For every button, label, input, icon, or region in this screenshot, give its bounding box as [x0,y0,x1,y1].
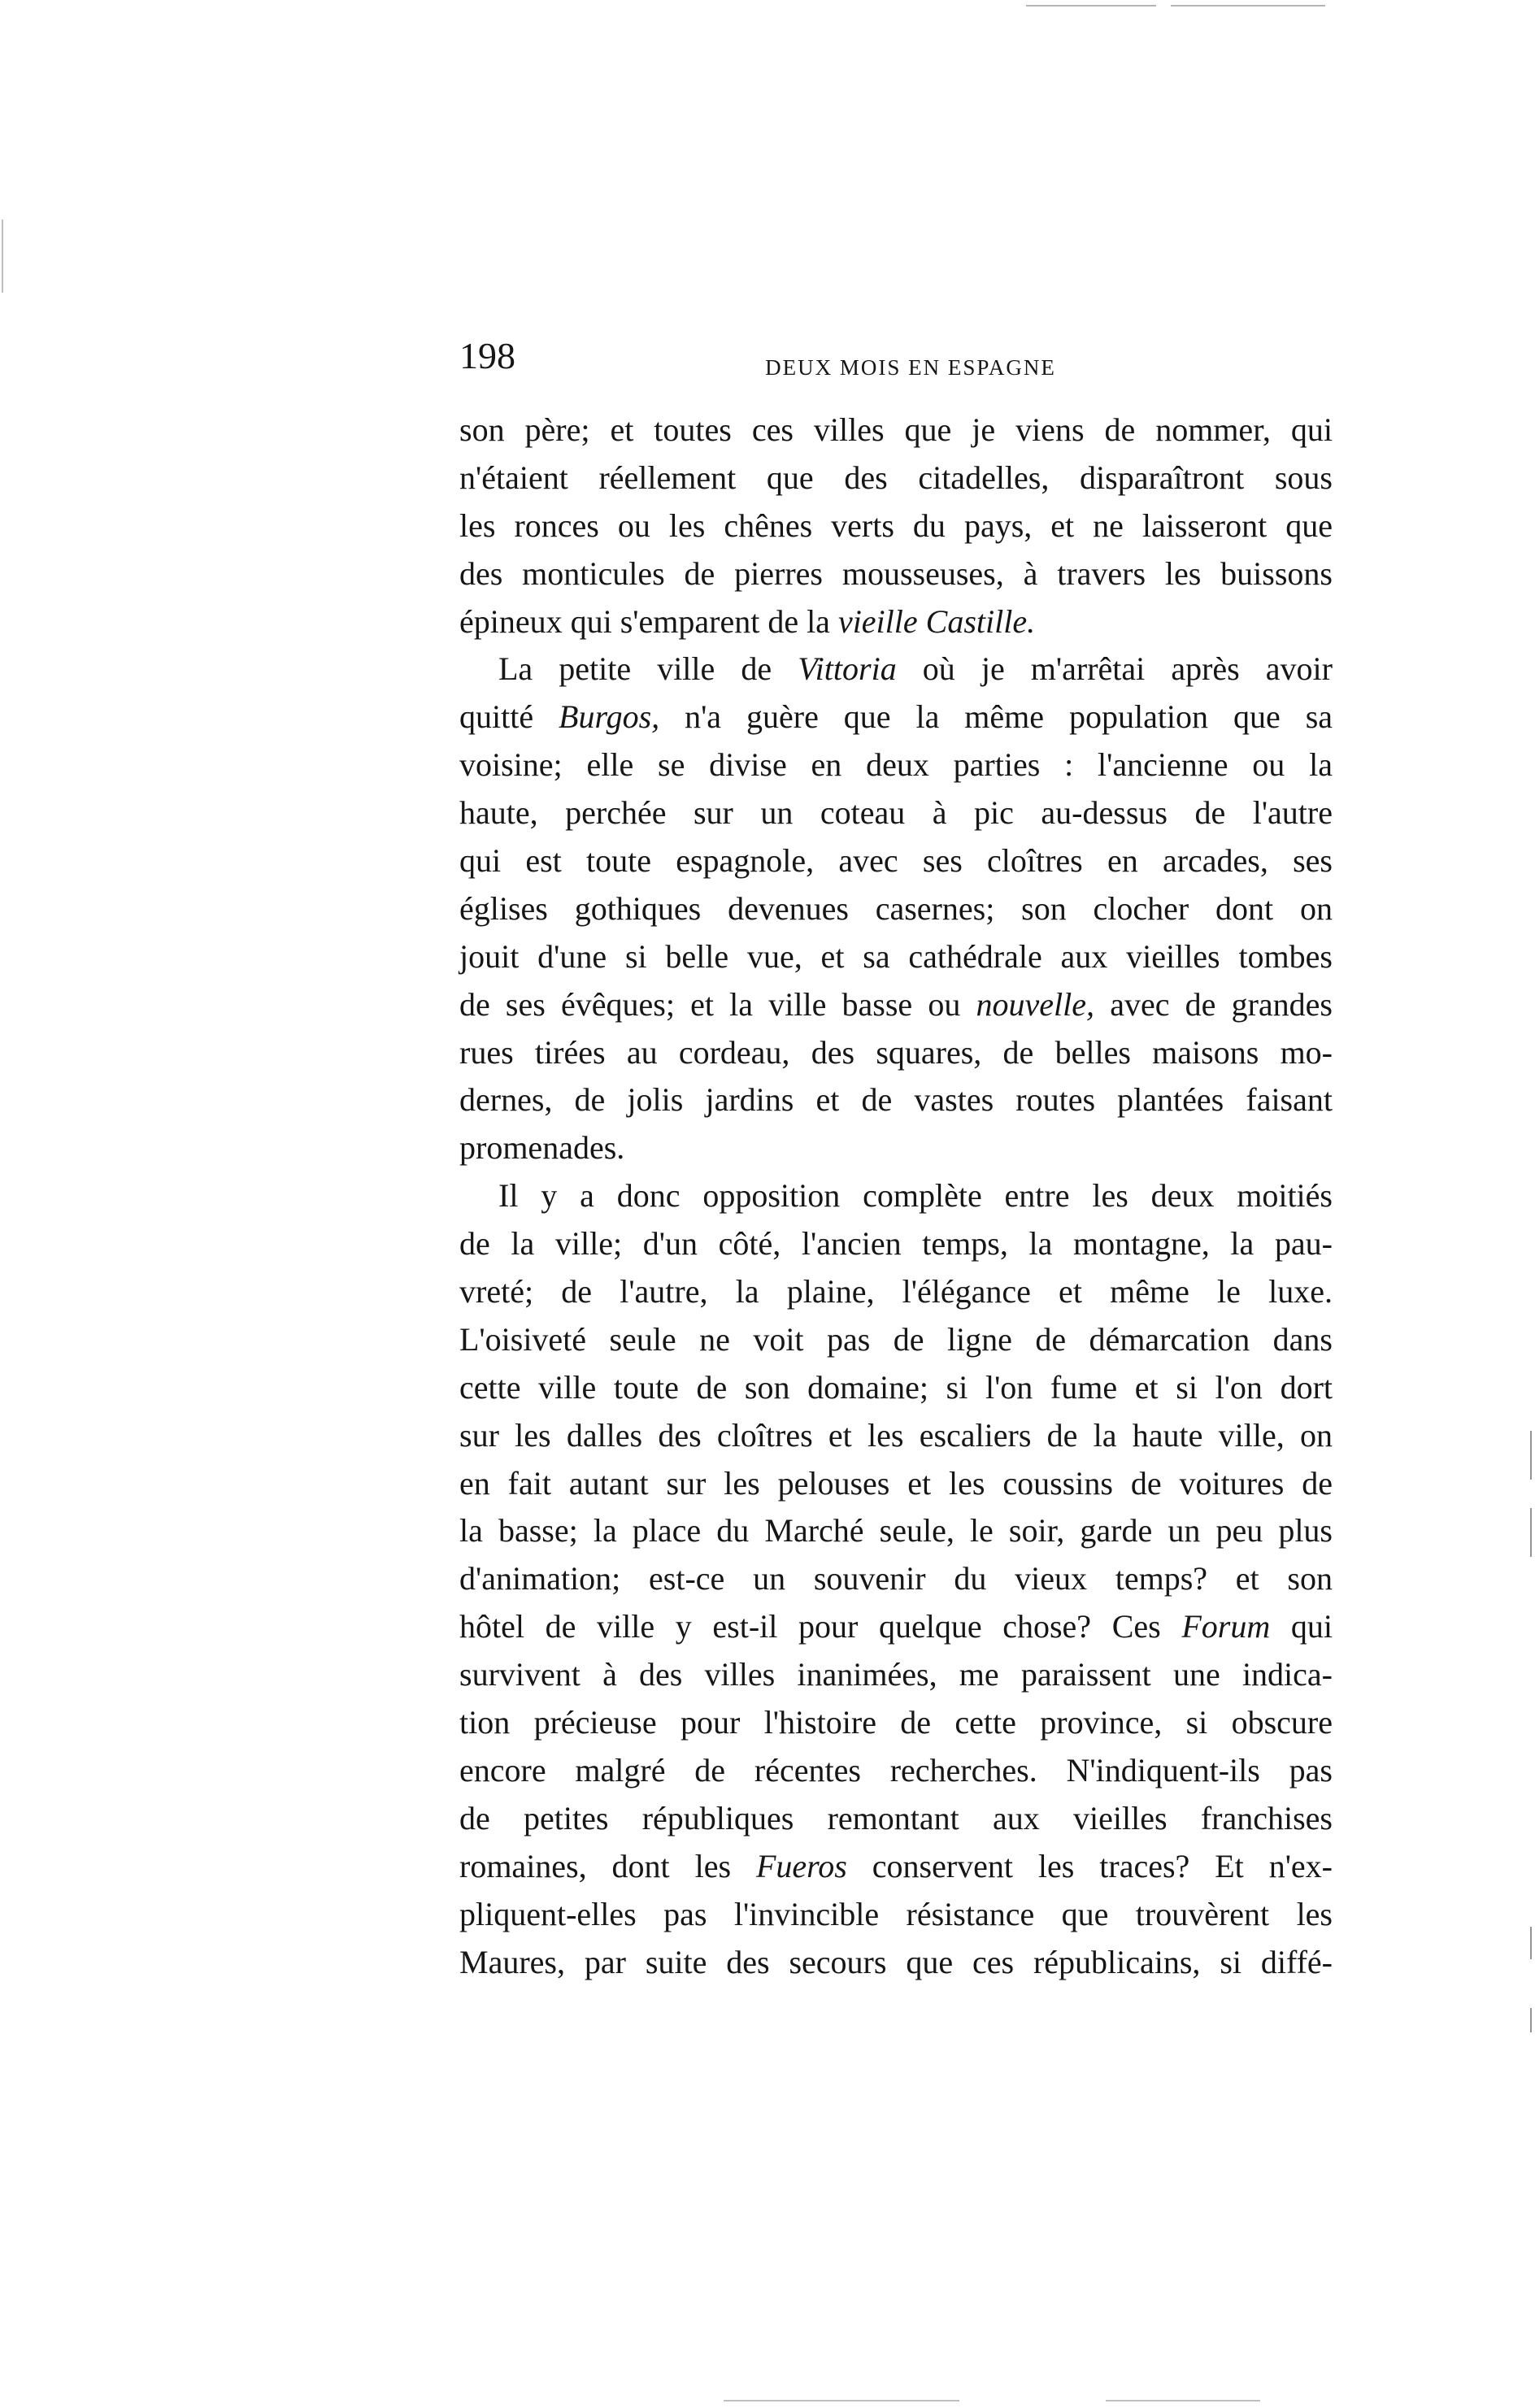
text-line: rues tirées au cordeau, des squares, de belles maisons mo- [459,1033,1333,1071]
scan-edge-mark [1106,2400,1260,2401]
running-head: DEUX MOIS EN ESPAGNE [765,355,1056,380]
text-line: tion précieuse pour l'histoire de cette province, si obscure [459,1704,1333,1741]
page-number: 198 [459,335,515,376]
text-line: promenades. [459,1129,625,1167]
text-line: églises gothiques devenues casernes; son clocher dont on [459,889,1333,927]
text-line [459,981,1333,1029]
text-run: avec de grandes [1094,985,1333,1023]
text-line: de la ville; d'un côté, l'ancien temps, la montagne, la pau- [459,1225,1333,1263]
text-line: les ronces ou les chênes verts du pays, et ne laisseront que [459,506,1333,544]
text-run: conservent les traces? Et n'ex- [846,1847,1333,1884]
text-line [459,598,1333,646]
scan-edge-mark [1530,1431,1532,1480]
text-line [459,1843,1333,1891]
text-line: survivent à des villes inanimées, me paraissent une indica- [459,1656,1333,1693]
italic-run: Burgos, [559,698,660,736]
italic-run: Forum [1181,1608,1271,1645]
italic-run: Vittoria [798,650,897,688]
scan-edge-mark [1171,5,1325,7]
text-line: son père; et toutes ces villes que je viens de nommer, qui [459,411,1333,448]
text-line: en fait autant sur les pelouses et les coussins de voitures de [459,1464,1333,1502]
scan-edge-mark [1530,2008,1532,2032]
text-line: pliquent-elles pas l'invincible résistance que trouvèrent les [459,1895,1333,1932]
text-line: de petites républiques remontant aux vieilles franchises [459,1799,1333,1836]
text-line: L'oisiveté seule ne voit pas de ligne de démarcation dans [459,1320,1333,1358]
text-line: la basse; la place du Marché seule, le soir, garde un peu plus [459,1512,1333,1550]
italic-run: Fueros [755,1847,847,1884]
text-run: qui [1270,1608,1333,1645]
page-header [459,332,1337,380]
scan-edge-mark [1026,5,1156,7]
text-line: cette ville toute de son domaine; si l'on fume et si l'on dort [459,1368,1333,1406]
text-line: jouit d'une si belle vue, et sa cathédrale aux vieilles tombes [459,937,1333,975]
italic-run: nouvelle, [976,985,1095,1023]
text-line [459,693,1333,741]
text-line: qui est toute espagnole, avec ses cloîtres en arcades, ses [459,842,1333,880]
text-run: de ses évêques; et la ville basse ou [459,985,976,1023]
scan-edge-mark [724,2400,959,2401]
scan-edge-mark [1530,1508,1532,1557]
text-run: épineux qui s'emparent de la [459,602,838,640]
text-line: dernes, de jolis jardins et de vastes routes plantées faisant [459,1081,1333,1119]
text-line: voisine; elle se divise en deux parties : l'ancienne ou la [459,746,1333,784]
text-line: des monticules de pierres mousseuses, à travers les buissons [459,554,1333,592]
text-run: La petite ville de [498,650,798,688]
text-line: Il y a donc opposition complète entre les deux moitiés [498,1177,1333,1215]
text-run: n'a guère que la même population que sa [659,698,1333,736]
text-line [459,645,1333,693]
text-line: haute, perchée sur un coteau à pic au-dessus de l'autre [459,794,1333,832]
text-line: vreté; de l'autre, la plaine, l'élégance et même le luxe. [459,1273,1333,1310]
text-run: hôtel de ville y est-il pour quelque chose? Ces [459,1608,1182,1645]
text-line: encore malgré de récentes recherches. N'indiquent-ils pas [459,1751,1333,1789]
italic-run: vieille Castille. [837,602,1036,640]
body-text [459,406,1333,1986]
text-run: romaines, dont les [459,1847,756,1884]
text-line [459,1603,1333,1651]
text-line: sur les dalles des cloîtres et les escaliers de la haute ville, on [459,1416,1333,1454]
scan-edge-mark [1530,1927,1532,1959]
text-line: n'étaient réellement que des citadelles, disparaîtront sous [459,459,1333,496]
text-run: quitté [459,698,559,736]
scan-edge-mark [2,220,3,293]
text-line: d'animation; est-ce un souvenir du vieux temps? et son [459,1560,1333,1597]
text-line: Maures, par suite des secours que ces républicains, si diffé- [459,1943,1333,1980]
text-run: où je m'arrêtai après avoir [896,650,1333,688]
